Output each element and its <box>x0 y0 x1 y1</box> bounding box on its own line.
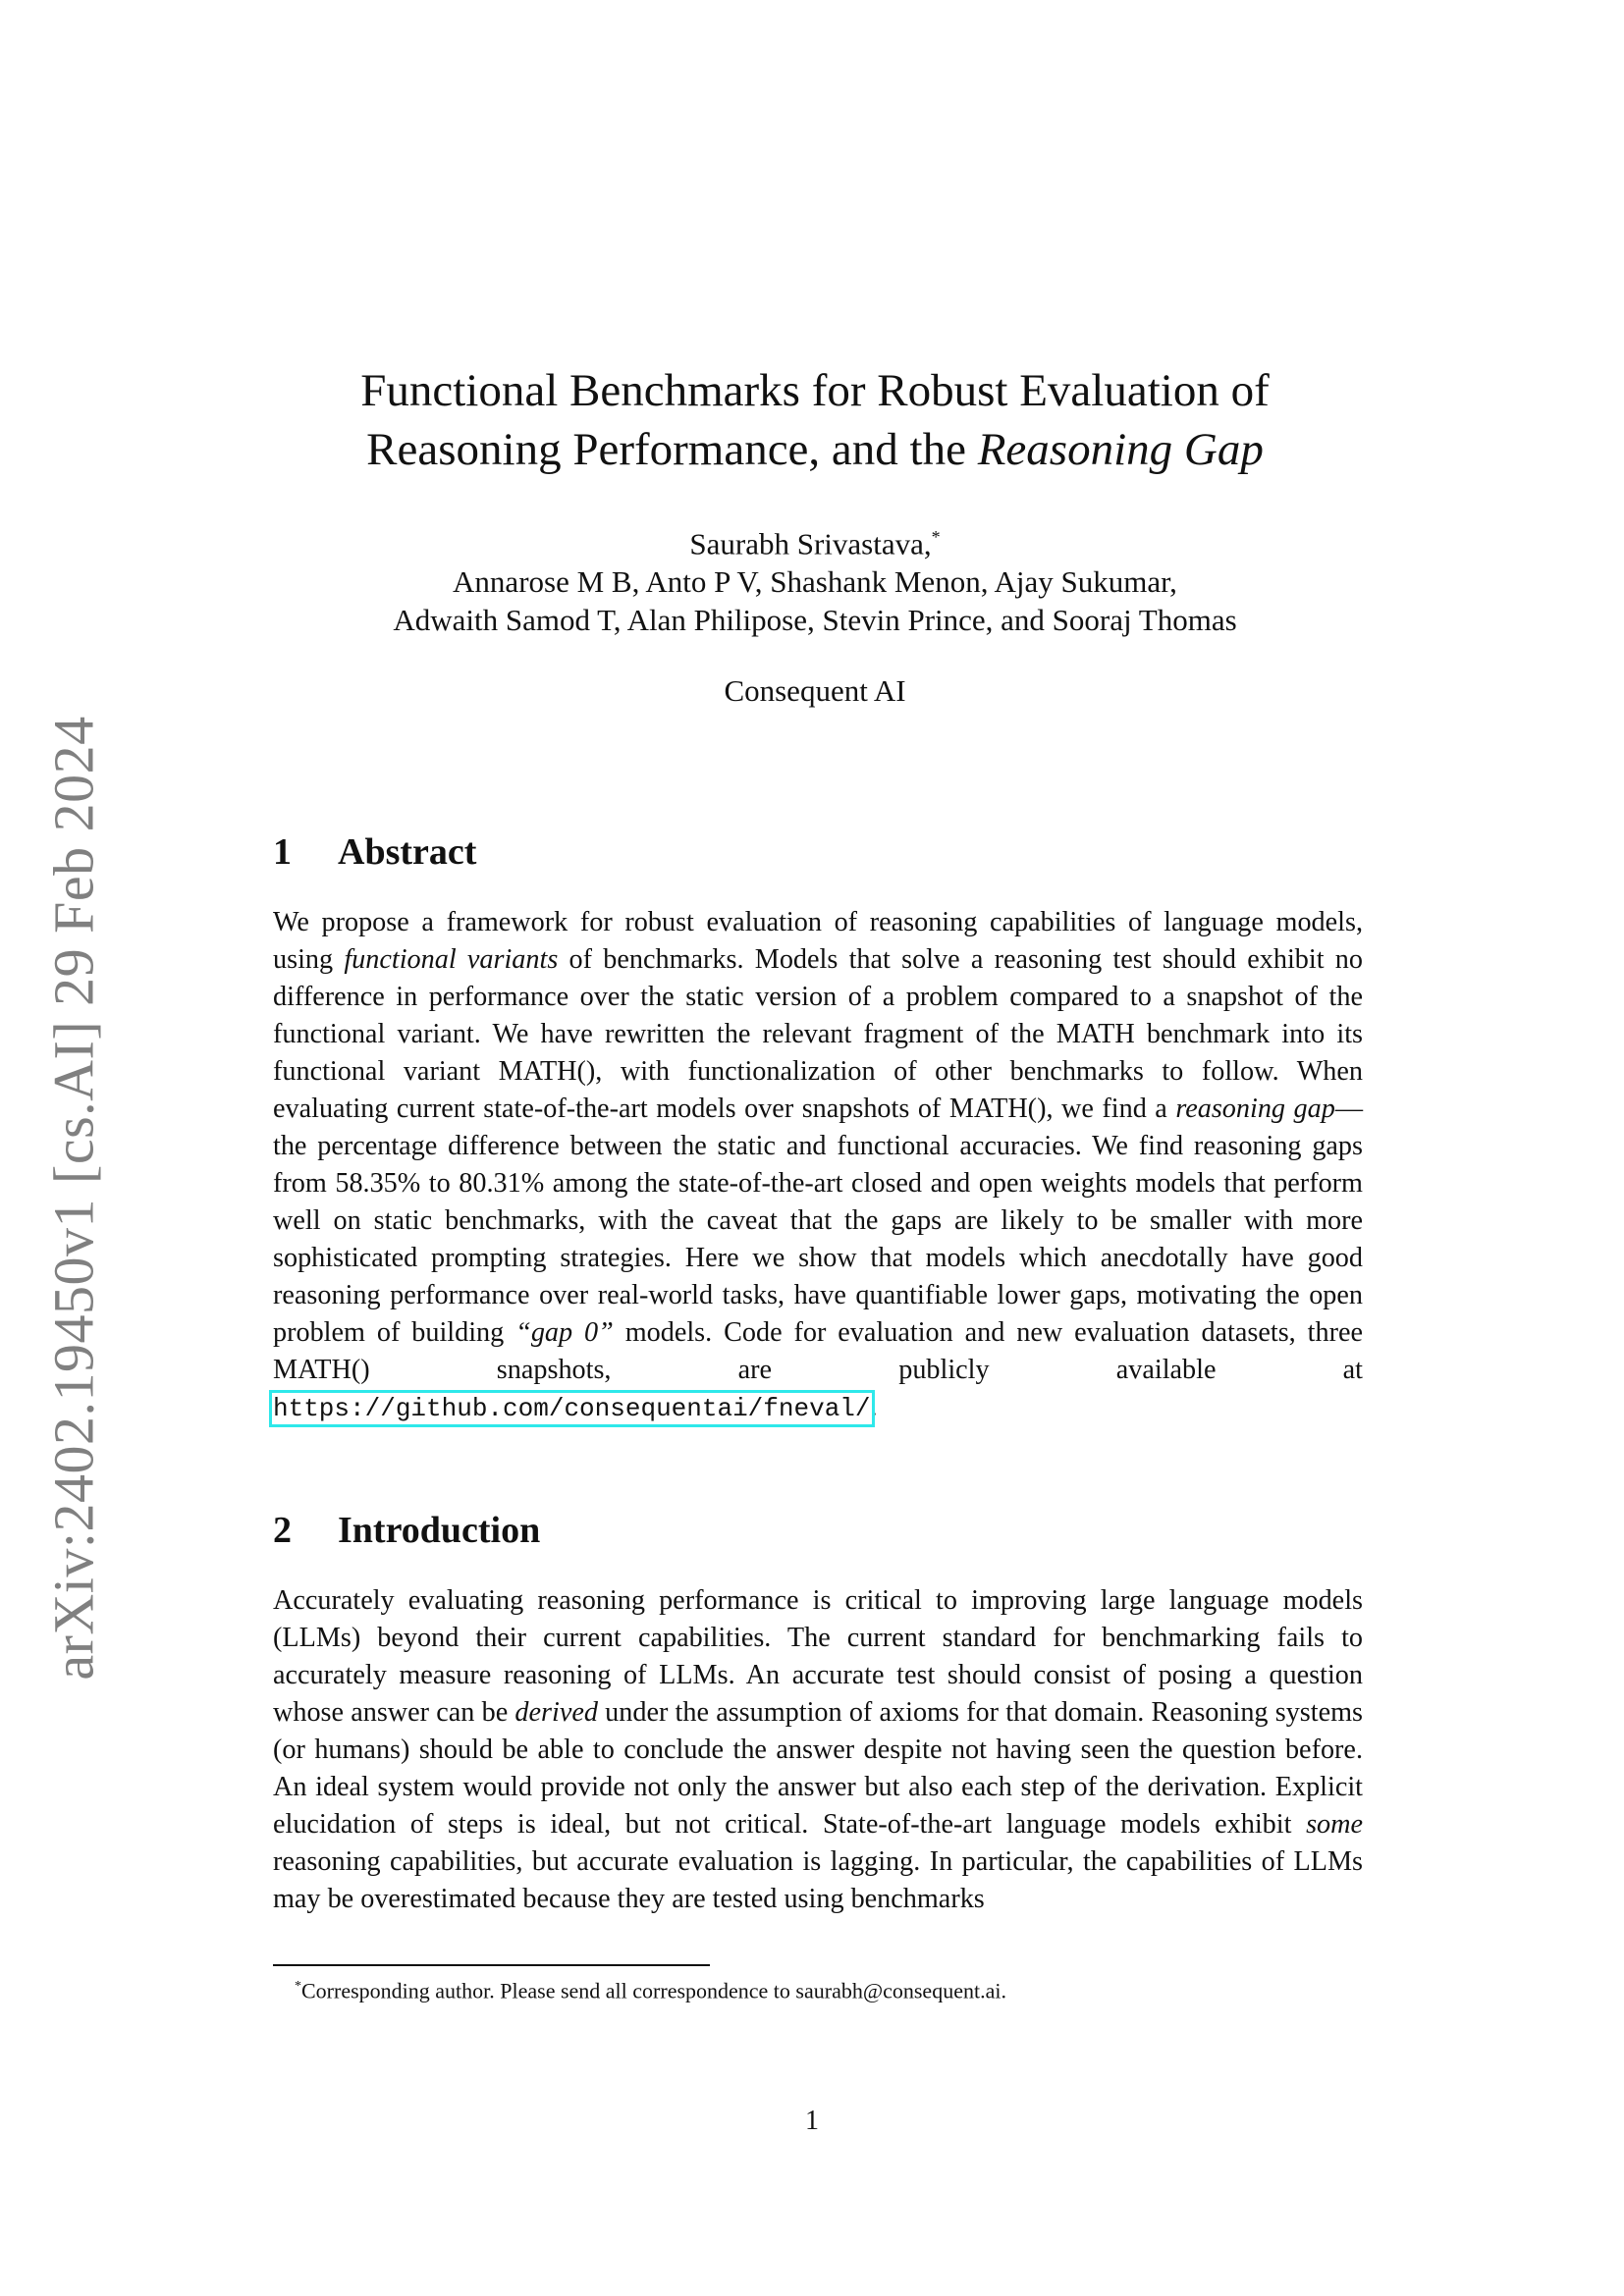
emphasis-some: some <box>1306 1809 1363 1840</box>
section-number: 2 <box>273 1510 292 1551</box>
title-line-1: Functional Benchmarks for Robust Evaluation of <box>360 365 1270 416</box>
page-number: 1 <box>805 2106 819 2136</box>
abstract-paragraph <box>273 904 1363 1427</box>
emphasis-gap-0: “gap 0” <box>515 1317 614 1348</box>
emphasis-reasoning-gap: reasoning gap <box>1175 1094 1335 1124</box>
footnote <box>295 1973 1355 2004</box>
arxiv-stamp-text: arXiv:2402.19450v1 [cs.AI] 29 Feb 2024 <box>41 715 106 1681</box>
section-title: Abstract <box>338 831 477 873</box>
section-title: Introduction <box>338 1510 541 1551</box>
text-run: reasoning capabilities, but accurate evaluation is lagging. In particular, the capabilities of LLMs may be overestimated because they are tested using benchmarks <box>273 1846 1363 1914</box>
text-run: models. Code for evaluation and new evaluation datasets, three MATH() snapshots, are publicly available at <box>273 1317 1363 1385</box>
footnote-mark: * <box>295 1979 301 1994</box>
github-repo-link[interactable]: https://github.com/consequentai/fneval/ <box>273 1394 871 1423</box>
author-list <box>245 518 1384 639</box>
text-run: Accurately evaluating reasoning performance is critical to improving large language models (LLMs) beyond their current capabilities. The current standard for benchmarking fails to accurately measure reasoning of LLMs. An accurate test should consist of posing a question whose answer can be <box>273 1585 1363 1728</box>
corresponding-author-mark: * <box>931 527 941 547</box>
affiliation: Consequent AI <box>724 673 906 708</box>
title-emphasis: Reasoning Gap <box>977 424 1264 475</box>
section-heading-abstract <box>273 830 476 874</box>
footnote-text: Corresponding author. Please send all correspondence to saurabh@consequent.ai. <box>301 1978 1006 2003</box>
emphasis-derived: derived <box>514 1697 598 1728</box>
introduction-paragraph <box>273 1582 1363 1918</box>
section-heading-introduction <box>273 1509 540 1552</box>
lead-author: Saurabh Srivastava, <box>689 526 932 561</box>
section-number: 1 <box>273 831 292 873</box>
arxiv-identifier-stamp <box>29 717 118 1679</box>
authors-line-3: Adwaith Samod T, Alan Philipose, Stevin Prince, and Sooraj Thomas <box>393 603 1237 638</box>
text-run: We propose a framework for robust evaluation of reasoning capabilities of language models, using <box>273 907 1363 975</box>
paper-title <box>245 361 1384 479</box>
emphasis-functional-variants: functional variants <box>344 944 559 975</box>
text-run: of benchmarks. Models that solve a reasoning test should exhibit no difference in performance over the static version of a problem compared to a snapshot of the functional variant. We have rewritten the relevant fragment of the MATH benchmark into its functional variant MATH(), with functionalization of other benchmarks to follow. When evaluating current state-of-the-art models over snapshots of MATH(), we find a <box>273 944 1363 1124</box>
text-run: under the assumption of axioms for that domain. Reasoning systems (or humans) should be able to conclude the answer despite not having seen the question before. An ideal system would provide not only the answer but also each step of the derivation. Explicit elucidation of steps is ideal, but not critical. State-of-the-art language models exhibit <box>273 1697 1363 1840</box>
text-run: —the percentage difference between the static and functional accuracies. We find reasoning gaps from 58.35% to 80.31% among the state-of-the-art closed and open weights models that perform well on static benchmarks, with the caveat that the gaps are likely to be smaller with more sophisticated prompting strategies. Here we show that models which anecdotally have good reasoning performance over real-world tasks, have quantifiable lower gaps, motivating the open problem of building <box>273 1094 1363 1348</box>
footnote-divider <box>273 1964 710 1966</box>
authors-line-2: Annarose M B, Anto P V, Shashank Menon, Ajay Sukumar, <box>453 564 1177 600</box>
title-line-2: Reasoning Performance, and the <box>366 424 978 475</box>
text-run: . <box>870 1392 878 1422</box>
